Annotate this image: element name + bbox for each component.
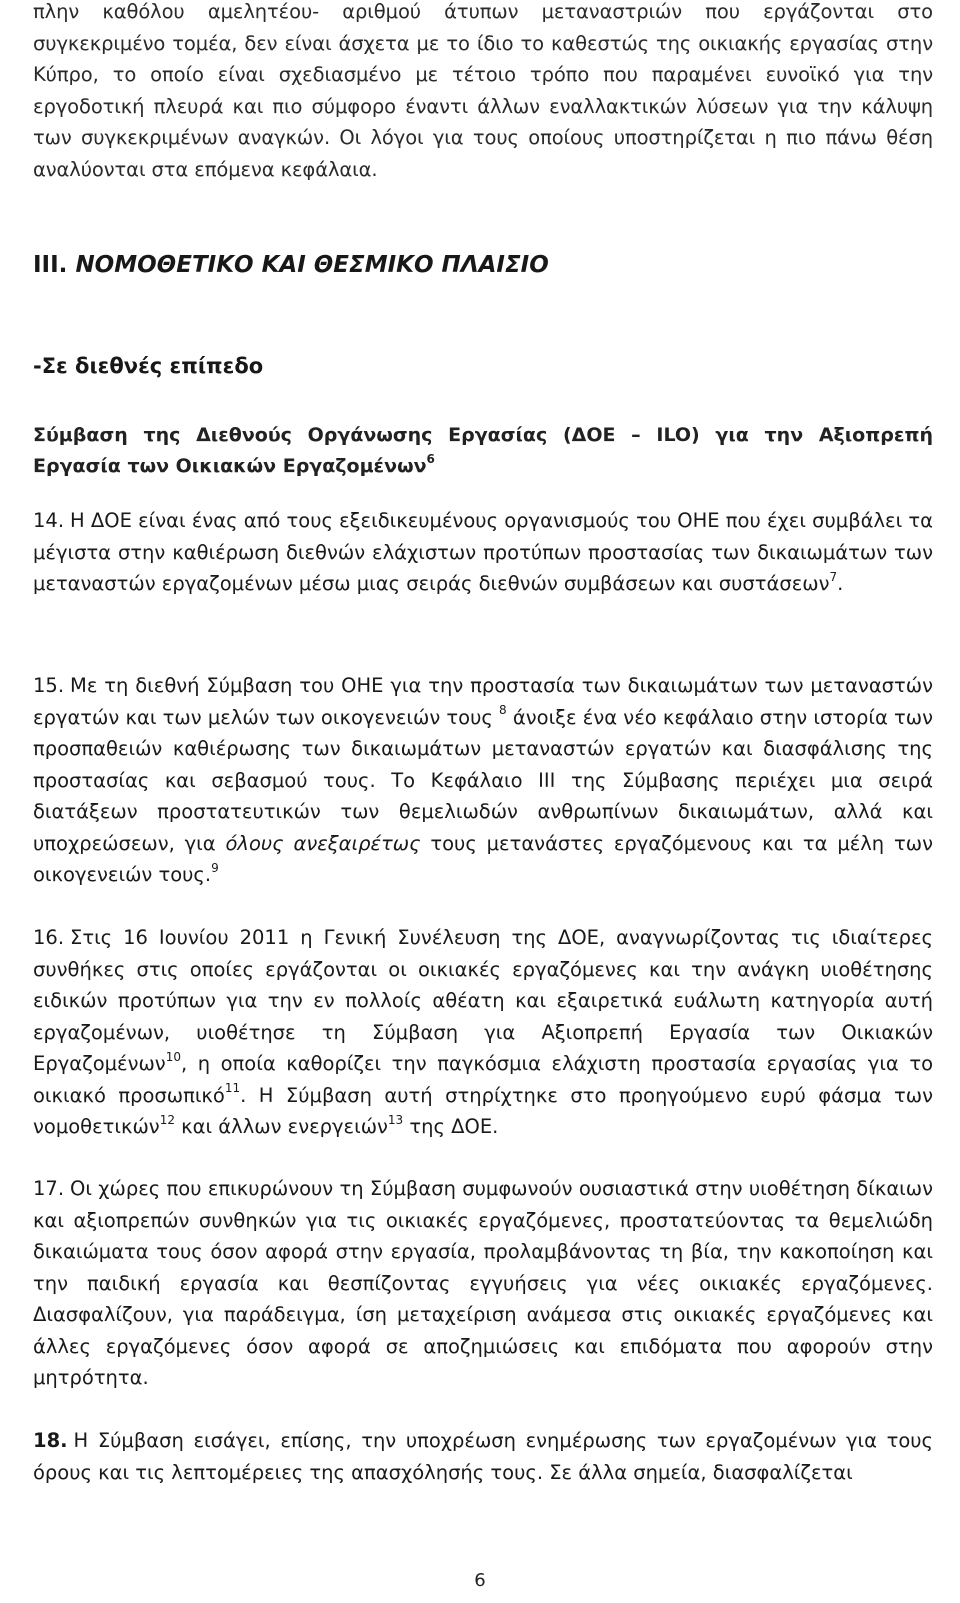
paragraph-number: 16. — [33, 926, 65, 949]
paragraph-15 — [33, 670, 933, 891]
paragraph-text: . Η Σύμβαση αυτή στηρίχτηκε στο προηγούμενο ευρύ φάσμα των νομοθετικών — [33, 1083, 933, 1138]
paragraph-text: , η οποία καθορίζει την παγκόσμια ελάχιστη προστασία εργασίας για το οικιακό προσωπικό — [33, 1052, 933, 1107]
footnote-ref[interactable]: 12 — [159, 1112, 175, 1127]
convention-title: Σύμβαση της Διεθνούς Οργάνωσης Εργασίας (ΔΟΕ – ILO) για την Αξιοπρεπή Εργασία των Οικιακών Εργαζομένων — [33, 424, 933, 477]
subsection-heading: -Σε διεθνές επίπεδο — [33, 354, 264, 378]
convention-heading — [33, 420, 933, 482]
paragraph-text: Η Σύμβαση εισάγει, επίσης, την υποχρέωση ενημέρωσης των εργαζομένων για τους όρους και τις λεπτομέρειες της απασχόλησής τους. Σε άλλα σημεία, διασφαλίζεται — [33, 1429, 933, 1484]
section-title: ΝΟΜΟΘΕΤΙΚΟ ΚΑΙ ΘΕΣΜΙΚΟ ΠΛΑΙΣΙΟ — [75, 252, 549, 278]
paragraph-number: 17. — [33, 1177, 65, 1200]
paragraph-number: 15. — [33, 674, 65, 697]
footnote-ref[interactable]: 10 — [165, 1049, 181, 1064]
section-heading — [33, 252, 549, 278]
paragraph-text: της ΔΟΕ. — [403, 1115, 499, 1138]
footnote-ref[interactable]: 8 — [499, 703, 507, 717]
paragraph-text: τους μετανάστες εργαζόμενους και τα μέλη των οικογενειών τους. — [33, 831, 933, 886]
paragraph-number: 18. — [33, 1429, 68, 1452]
intro-paragraph: πλην καθόλου αμελητέου- αριθμού άτυπων μεταναστριών που εργάζονται στο συγκεκριμένο τομέα, δεν είναι άσχετα με το ίδιο το καθεστώς της οικιακής εργασίας στην Κύπρο, το οποίο είναι σχεδιασμένο με τέτοιο τρόπο που παραμένει ευνοϊκό για την εργοδοτική πλευρά και πιο σύμφορο έναντι άλλων εναλλακτικών λύσεων για την κάλυψη των συγκεκριμένων αναγκών. Οι λόγοι για τους οποίους υποστηρίζεται η πιο πάνω θέση αναλύονται στα επόμενα κεφάλαια. — [33, 0, 933, 181]
paragraph-16 — [33, 922, 933, 1143]
paragraph-number: 14. — [33, 509, 65, 532]
paragraph-text: Η ΔΟΕ είναι ένας από τους εξειδικευμένους οργανισμούς του ΟΗΕ που έχει συμβάλει τα μέγιστα στην καθιέρωση διεθνών ελάχιστων προτύπων προστασίας των δικαιωμάτων των μεταναστών εργαζομένων μέσω μιας σειράς διεθνών συμβάσεων και συστάσεων — [33, 509, 933, 595]
paragraph-text: Στις 16 Ιουνίου 2011 η Γενική Συνέλευση της ΔΟΕ, αναγνωρίζοντας τις ιδιαίτερες συνθήκες στις οποίες εργάζονται οι οικιακές εργαζόμενες και την ανάγκη υιοθέτησης ειδικών προτύπων για την εν πολλοίς αθέατη και εξαιρετικά ευάλωτη κατηγορία αυτή εργαζομένων, υιοθέτησε τη Σύμβαση για Αξιοπρεπή Εργασία των Οικιακών Εργαζομένων — [33, 926, 933, 1075]
paragraph-end: . — [837, 572, 844, 595]
paragraph-17 — [33, 1173, 933, 1394]
section-numeral: III. — [33, 252, 68, 278]
emphasis-text: όλους ανεξαιρέτως — [225, 831, 421, 855]
paragraph-text: Οι χώρες που επικυρώνουν τη Σύμβαση συμφωνούν ουσιαστικά στην υιοθέτηση δίκαιων και αξιοπρεπών συνθηκών για τις οικιακές εργαζόμενες, προστατεύοντας τα θεμελιώδη δικαιώματα τους όσον αφορά στην εργασία, προλαμβάνοντας τη βία, την κακοποίηση και την παιδική εργασία και θεσπίζοντας εγγυήσεις για νέες οικιακές εργαζόμενες. Διασφαλίζουν, για παράδειγμα, ίση μεταχείριση ανάμεσα στις οικιακές εργαζόμενες και άλλες εργαζόμενες όσον αφορά σε αποζημιώσεις και επιδόματα που αφορούν στην μητρότητα. — [33, 1177, 933, 1389]
paragraph-text: και άλλων ενεργειών — [174, 1115, 388, 1138]
page-number: 6 — [474, 1570, 486, 1591]
paragraph-14 — [33, 505, 933, 600]
footnote-ref[interactable]: 13 — [387, 1112, 404, 1127]
footnote-ref[interactable]: 9 — [211, 860, 219, 875]
paragraph-text: άνοιξε ένα νέο κεφάλαιο στην ιστορία των προσπαθειών καθιέρωσης των δικαιωμάτων μεταναστών εργατών και διασφάλισης της προστασίας και σεβασμού τους. Το Κεφάλαιο ΙΙΙ της Σύμβασης περιέχει μια σειρά διατάξεων προστατευτικών των θεμελιωδών ανθρωπίνων δικαιωμάτων, αλλά και υποχρεώσεων, για — [33, 705, 933, 855]
footnote-ref[interactable]: 11 — [224, 1081, 241, 1095]
footnote-ref[interactable]: 7 — [829, 569, 838, 584]
footnote-ref[interactable]: 6 — [426, 451, 435, 466]
paragraph-text: Με τη διεθνή Σύμβαση του ΟΗΕ για την προστασία των δικαιωμάτων των μεταναστών εργατών και των μελών των οικογενειών τους — [33, 674, 933, 729]
paragraph-18 — [33, 1425, 933, 1488]
